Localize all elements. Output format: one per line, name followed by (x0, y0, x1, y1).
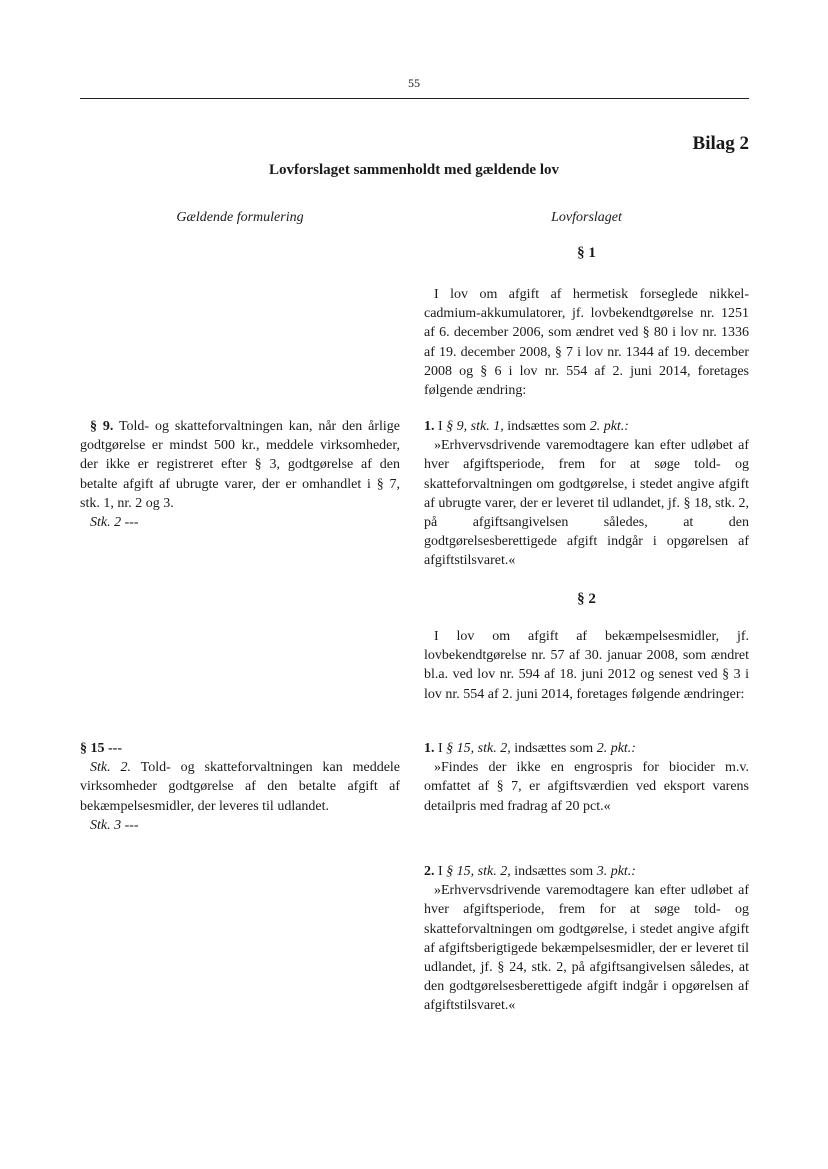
header-rule (80, 98, 749, 99)
current-paragraph-15: § 15 --- (80, 741, 122, 756)
section-2-heading: § 2 (577, 591, 596, 607)
change-2-quote: »Erhvervsdrivende varemodtagere kan efter udløbet af hver afgiftsperiode, frem for at søge told- og skatteforvaltningen om godtgørelse, i stedet angive afgift af afgiftsberigtigede bekæmpelsesmidler, der er leveret til udlandet, jf. § 24, stk. 2, på afgiftsangivelsen således, at den godtgørelsesberettigede afgift indgår i opgørelsen af afgiftstilsvaret.« (424, 883, 749, 1014)
section-1-current-text (80, 417, 400, 532)
left-column-heading: Gældende formulering (176, 210, 304, 225)
change-1-heading: 1. I § 15, stk. 2, indsættes som 2. pkt.: (424, 741, 636, 756)
appendix-label: Bilag 2 (692, 133, 749, 154)
right-column-heading: Lovforslaget (551, 210, 622, 225)
section-2-current-text (80, 739, 400, 835)
document-title: Lovforslaget sammenholdt med gældende lov (269, 162, 559, 178)
section-2-change-2 (424, 862, 749, 1016)
page-number: 55 (408, 76, 420, 90)
paragraph-label: § 9. (90, 419, 114, 434)
stk-3-placeholder: Stk. 3 --- (90, 817, 139, 833)
change-1-quote: »Erhvervsdrivende varemodtagere kan efter udløbet af hver afgiftsperiode, frem for at søge told- og skatteforvaltningen om godtgørelse, i stedet angive afgift af ubrugte varer, der er leveret til udlandet, jf. § 18, stk. 2, på afgiftsangivelsen således, at den godtgørelsesberettigede afgift indgår i opgørelsen af afgiftstilsvaret.« (424, 438, 749, 569)
section-1-change-1 (424, 417, 749, 571)
change-1-heading: 1. I § 9, stk. 1, indsættes som 2. pkt.: (424, 419, 629, 434)
change-1-quote: »Findes der ikke en engrospris for biocider m.v. omfattet af § 7, er afgiftsværdien ved eksport varens detailpris med fradrag af 20 pct.« (424, 760, 749, 814)
paragraph-text: Told- og skatteforvaltningen kan, når den årlige godtgørelse er mindst 500 kr., meddele virksomheder, der ikke er registreret efter § 3, godtgørelse af den betalte afgift af ubrugte varer, der er omhandlet i § 7, stk. 1, nr. 2 og 3. (80, 419, 400, 511)
stk-2-text: Stk. 2. Told- og skatteforvaltningen kan meddele virksomheder godtgørelse af den betalte afgift af bekæmpelsesmidler, der leveres til udlandet. (80, 760, 401, 814)
section-1-intro: I lov om afgift af hermetisk forseglede nikkel-cadmium-akkumulatorer, jf. lovbekendtgørelse nr. 1251 af 6. december 2006, som ændret ved § 80 i lov nr. 1336 af 19. december 2008, § 7 i lov nr. 1344 af 19. december 2008 og § 6 i lov nr. 554 af 2. juni 2014, foretages følgende ændring: (424, 287, 749, 399)
section-2-change-1 (424, 739, 749, 816)
change-2-heading: 2. I § 15, stk. 2, indsættes som 3. pkt.: (424, 864, 636, 879)
current-paragraph-9 (80, 417, 400, 513)
section-1-heading: § 1 (577, 245, 596, 261)
stk-2-placeholder: Stk. 2 --- (90, 515, 139, 531)
section-2-intro: I lov om afgift af bekæmpelsesmidler, jf. lovbekendtgørelse nr. 57 af 30. januar 2008, som ændret bl.a. ved lov nr. 594 af 18. juni 2012 og senest ved § 3 i lov nr. 554 af 2. juni 2014, foretages følgende ændringer: (424, 629, 749, 702)
